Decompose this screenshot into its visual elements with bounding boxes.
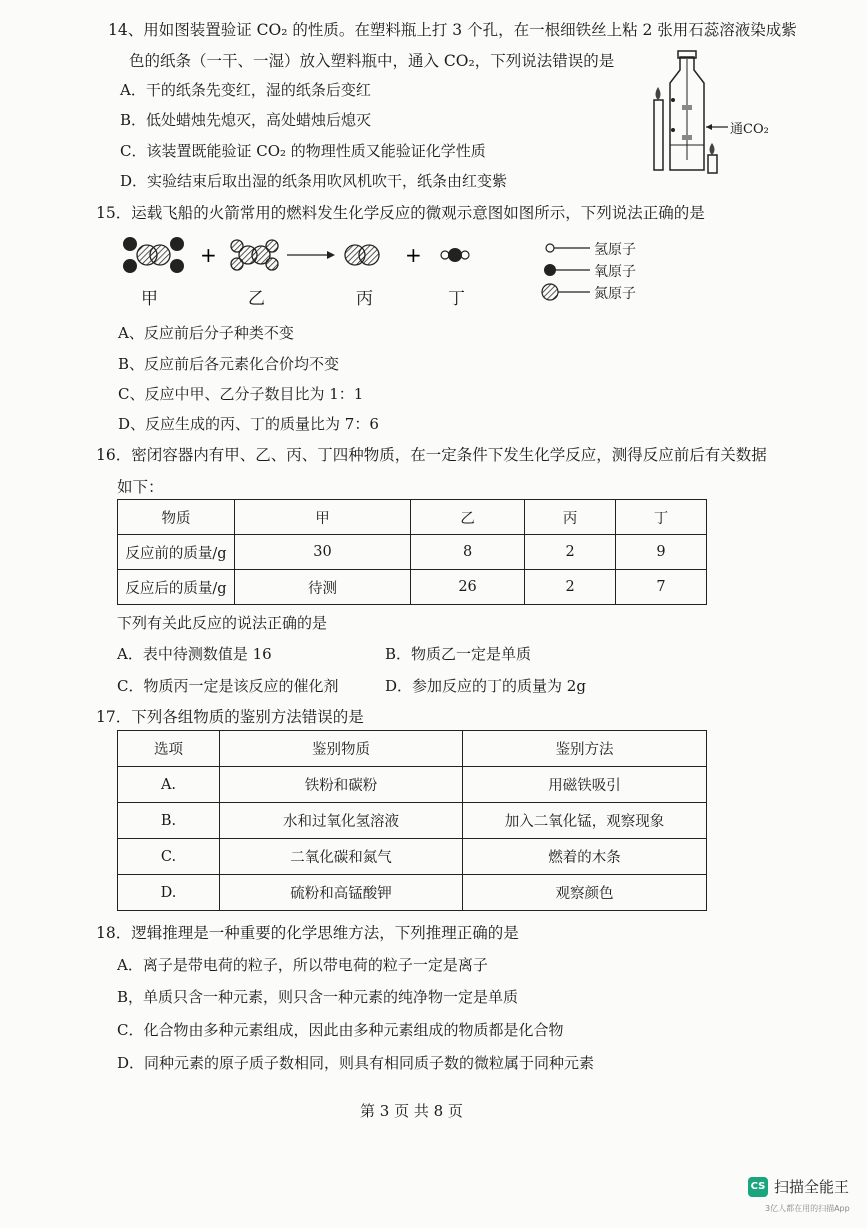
table-header-cell: 物质 — [118, 500, 235, 535]
table-header-row — [118, 731, 707, 767]
q18-option-b: B，单质只含一种元素，则只含一种元素的纯净物一定是单质 — [117, 988, 519, 1006]
table-header-cell: 鉴别物质 — [220, 731, 463, 767]
co2-apparatus-figure — [640, 45, 770, 185]
table-cell: 反应后的质量/g — [118, 570, 235, 605]
q14-option-c: C．该装置既能验证 CO₂ 的物理性质又能验证化学性质 — [120, 142, 486, 160]
q16-after-table-text: 下列有关此反应的说法正确的是 — [117, 614, 328, 632]
table-cell: 加入二氧化锰，观察现象 — [463, 803, 707, 839]
q15-stem: 15．运载飞船的火箭常用的燃料发生化学反应的微观示意图如图所示，下列说法正确的是 — [96, 204, 705, 222]
q15-option-d: D、反应生成的丙、丁的质量比为 7：6 — [118, 415, 379, 433]
table-cell: B. — [118, 803, 220, 839]
table-cell: 30 — [235, 535, 411, 570]
table-row — [118, 570, 707, 605]
q15-option-b: B、反应前后各元素化合价均不变 — [118, 355, 340, 373]
q15-option-c: C、反应中甲、乙分子数目比为 1：1 — [118, 385, 364, 403]
q18-option-c: C．化合物由多种元素组成，因此由多种元素组成的物质都是化合物 — [117, 1021, 564, 1039]
q18-stem: 18．逻辑推理是一种重要的化学思维方法，下列推理正确的是 — [96, 924, 519, 942]
scanner-app-name: 扫描全能王 — [774, 1178, 850, 1196]
table-cell: 待测 — [235, 570, 411, 605]
table-cell: 8 — [411, 535, 525, 570]
q16-option-d: D．参加反应的丁的质量为 2g — [385, 677, 586, 695]
table-cell: 燃着的木条 — [463, 839, 707, 875]
table-cell: D. — [118, 875, 220, 911]
table-cell: 7 — [616, 570, 707, 605]
atom-legend-icons — [540, 238, 592, 302]
table-header-cell: 甲 — [235, 500, 411, 535]
svg-text:+: + — [405, 243, 422, 267]
species-label-bing: 丙 — [356, 289, 373, 309]
table-cell: 反应前的质量/g — [118, 535, 235, 570]
q17-method-table — [117, 730, 707, 911]
reaction-diagram — [115, 234, 535, 278]
q18-option-d: D．同种元素的原子质子数相同，则具有相同质子数的微粒属于同种元素 — [117, 1054, 595, 1072]
table-row — [118, 535, 707, 570]
table-cell: A. — [118, 767, 220, 803]
q16-stem-line2: 如下： — [117, 478, 164, 496]
q15-option-a: A、反应前后分子种类不变 — [118, 324, 294, 342]
table-row — [118, 875, 707, 911]
q17-stem: 17．下列各组物质的鉴别方法错误的是 — [96, 708, 364, 726]
table-cell: C. — [118, 839, 220, 875]
species-label-yi: 乙 — [248, 289, 265, 309]
table-row — [118, 767, 707, 803]
scanner-watermark — [748, 1176, 849, 1197]
table-cell: 二氧化碳和氮气 — [220, 839, 463, 875]
table-cell: 用磁铁吸引 — [463, 767, 707, 803]
q14-stem-line1: 14、用如图装置验证 CO₂ 的性质。在塑料瓶上打 3 个孔，在一根细铁丝上粘 2 张用石蕊溶液染成紫 — [108, 21, 797, 39]
species-label-jia: 甲 — [141, 289, 158, 309]
q14-option-b: B．低处蜡烛先熄灭，高处蜡烛后熄灭 — [120, 111, 372, 129]
species-label-ding: 丁 — [448, 289, 465, 309]
table-cell: 26 — [411, 570, 525, 605]
legend-nitrogen: 氮原子 — [594, 286, 636, 302]
camscanner-logo-icon: CS — [748, 1177, 768, 1197]
table-cell: 铁粉和碳粉 — [220, 767, 463, 803]
q16-stem-line1: 16．密闭容器内有甲、乙、丙、丁四种物质，在一定条件下发生化学反应，测得反应前后有关数据 — [96, 446, 767, 464]
table-header-cell: 鉴别方法 — [463, 731, 707, 767]
table-header-cell: 丙 — [525, 500, 616, 535]
page-number: 第 3 页 共 8 页 — [360, 1102, 463, 1120]
table-header-cell: 丁 — [616, 500, 707, 535]
co2-inlet-label: 通CO₂ — [730, 122, 769, 137]
legend-hydrogen: 氢原子 — [594, 242, 636, 258]
table-header-row — [118, 500, 707, 535]
table-cell: 水和过氧化氢溶液 — [220, 803, 463, 839]
table-cell: 硫粉和高锰酸钾 — [220, 875, 463, 911]
q16-data-table — [117, 499, 707, 605]
table-header-cell: 乙 — [411, 500, 525, 535]
table-row — [118, 839, 707, 875]
table-cell: 观察颜色 — [463, 875, 707, 911]
q16-option-a: A．表中待测数值是 16 — [117, 645, 272, 663]
q16-option-b: B．物质乙一定是单质 — [385, 645, 532, 663]
q14-stem-line2: 色的纸条（一干、一湿）放入塑料瓶中，通入 CO₂，下列说法错误的是 — [129, 52, 615, 70]
scanner-tagline: 3亿人都在用的扫描App — [765, 1204, 850, 1213]
table-header-cell: 选项 — [118, 731, 220, 767]
q18-option-a: A．离子是带电荷的粒子，所以带电荷的粒子一定是离子 — [117, 956, 488, 974]
table-row — [118, 803, 707, 839]
table-cell: 9 — [616, 535, 707, 570]
q14-option-a: A．干的纸条先变红，湿的纸条后变红 — [120, 81, 371, 99]
table-cell: 2 — [525, 535, 616, 570]
q14-option-d: D．实验结束后取出湿的纸条用吹风机吹干，纸条由红变紫 — [120, 172, 508, 190]
q16-option-c: C．物质丙一定是该反应的催化剂 — [117, 677, 339, 695]
svg-text:+: + — [200, 243, 217, 267]
table-cell: 2 — [525, 570, 616, 605]
legend-oxygen: 氧原子 — [594, 264, 636, 280]
